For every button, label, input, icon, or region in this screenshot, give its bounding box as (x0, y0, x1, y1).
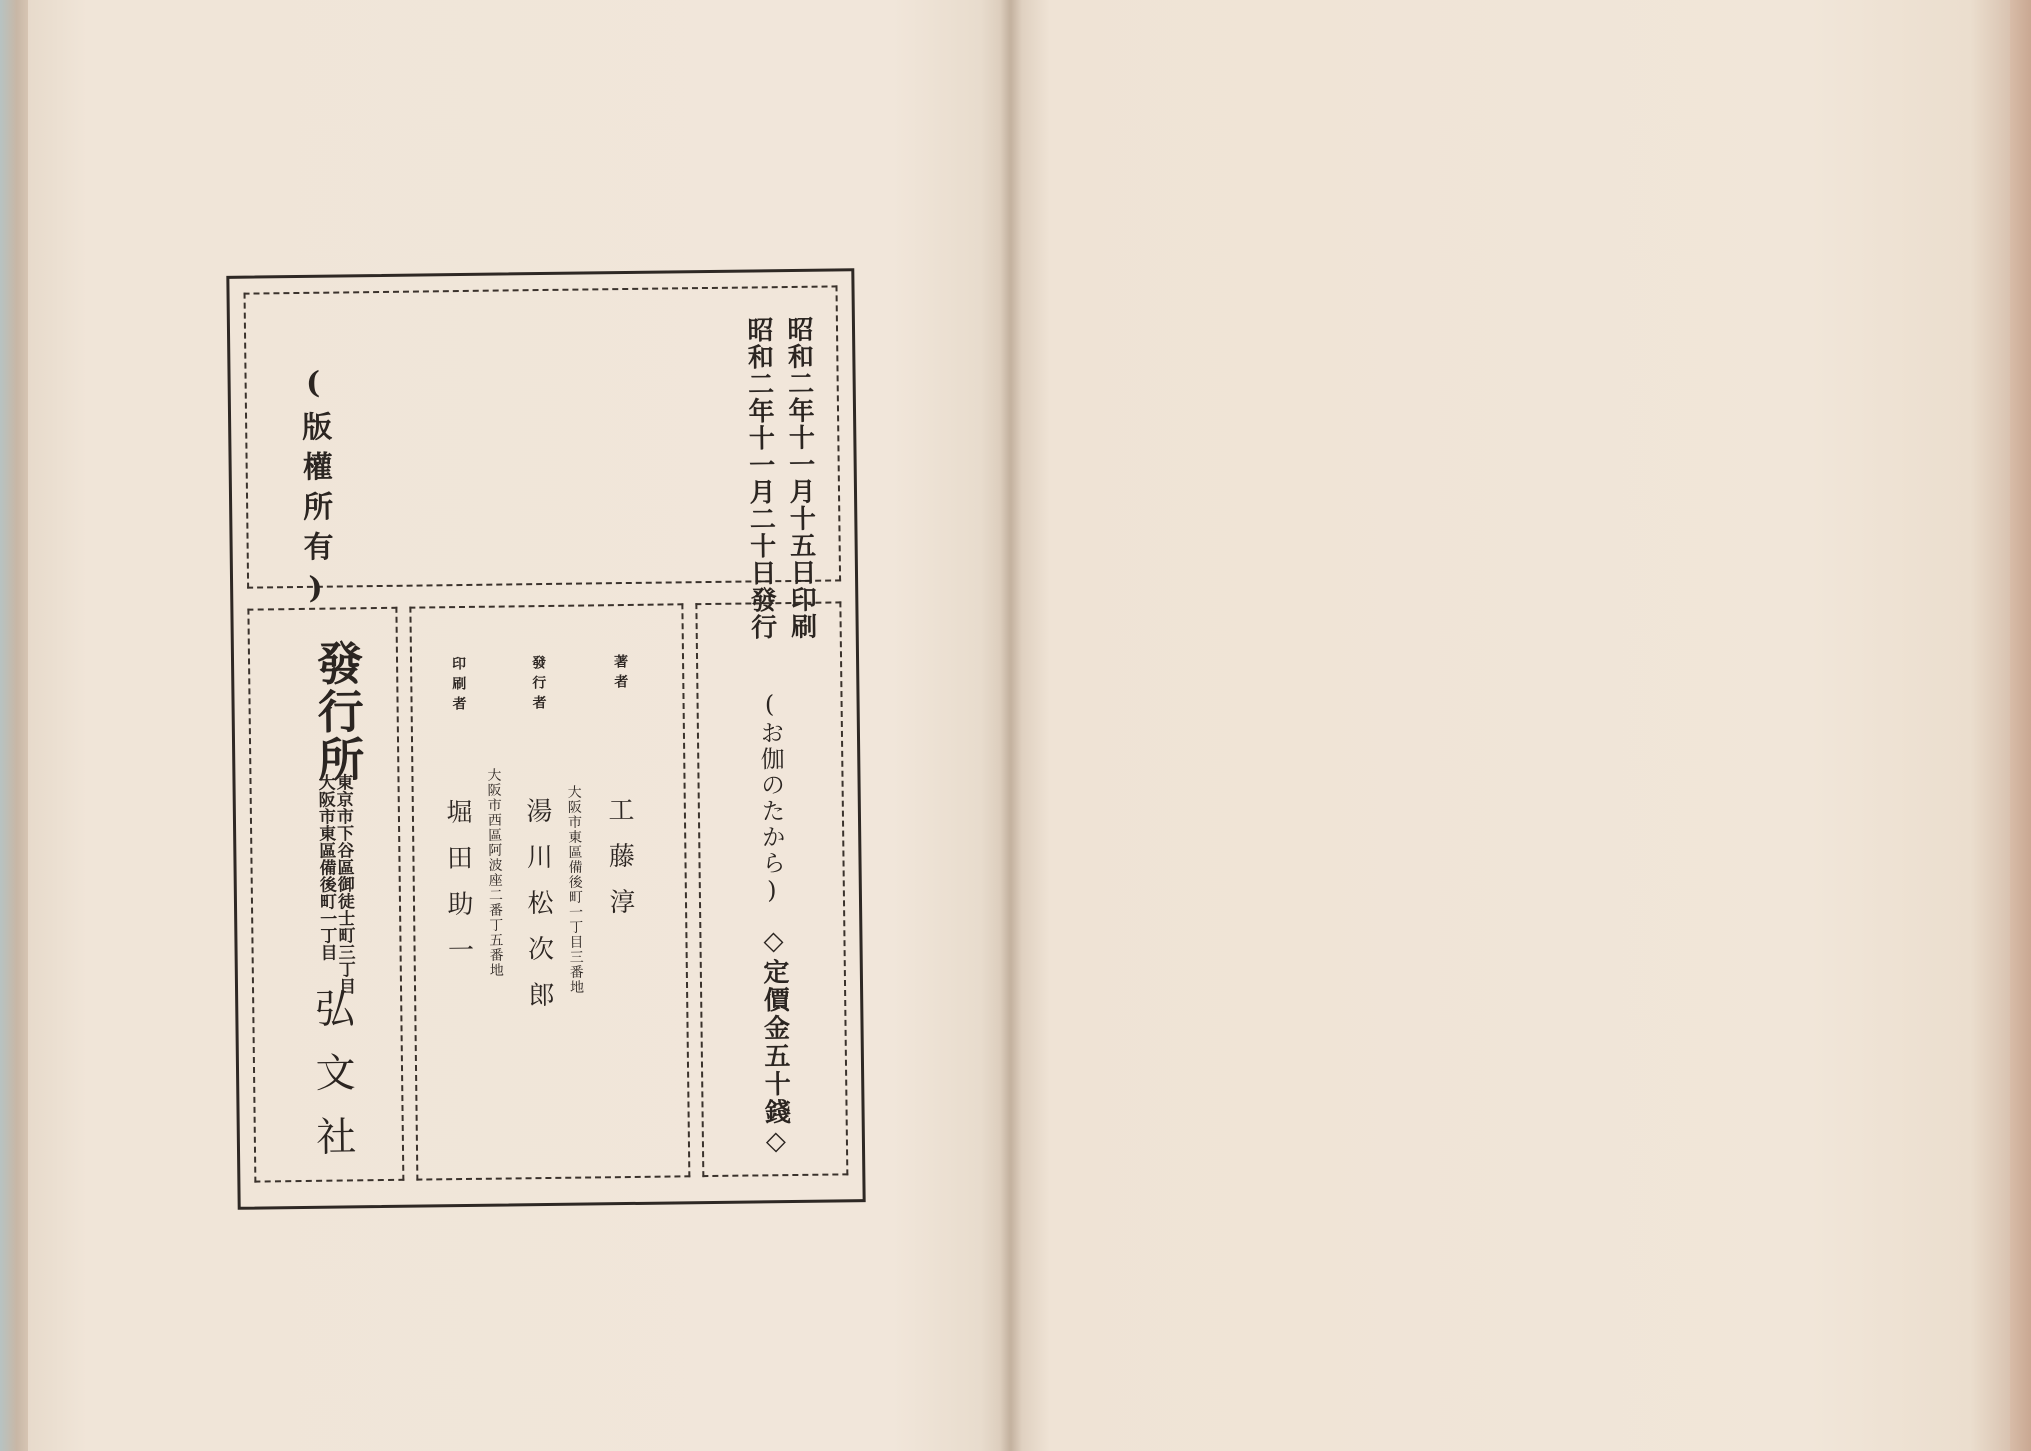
copyright-notice: (版權所有) (295, 365, 334, 617)
publisher-name: 弘文社 (308, 987, 357, 1180)
publisher-address-tokyo: 東京市下谷區御徒士町三丁目 (332, 773, 356, 995)
series-title: (お伽のたから) (755, 690, 787, 907)
print-date: 昭和二年十一月十五日印刷 (782, 315, 817, 641)
printer-role: 印刷者 (449, 655, 467, 717)
publisher-address (315, 773, 354, 994)
publisher-box (247, 607, 404, 1183)
issuer-address: 大阪市東區備後町一丁目三番地 (565, 784, 585, 995)
author-role: 著者 (611, 653, 629, 695)
colophon-box (226, 268, 865, 1210)
print-dates (738, 316, 822, 641)
publisher-label: 發行所 (309, 639, 366, 784)
author-name: 工藤淳 (603, 795, 636, 935)
cover-edge-right (2010, 0, 2031, 1451)
issuer-name: 湯川松次郎 (521, 796, 555, 1028)
printer-address: 大阪市西區阿波座二番丁五番地 (485, 767, 504, 978)
price-box (695, 601, 848, 1177)
issue-date: 昭和二年十一月二十日發行 (742, 316, 777, 641)
publisher-address-osaka: 大阪市東區備後町一丁目 (314, 773, 337, 961)
colophon-date-box (244, 285, 842, 641)
credits-box (409, 603, 690, 1180)
book-gutter (1000, 0, 1022, 1451)
right-page (1010, 0, 2010, 1451)
price-label: ◇定價金五十錢◇ (758, 926, 792, 1159)
issuer-role: 發行者 (529, 654, 547, 716)
printer-name: 堀田助一 (441, 797, 474, 983)
cover-edge-left (0, 0, 28, 1451)
